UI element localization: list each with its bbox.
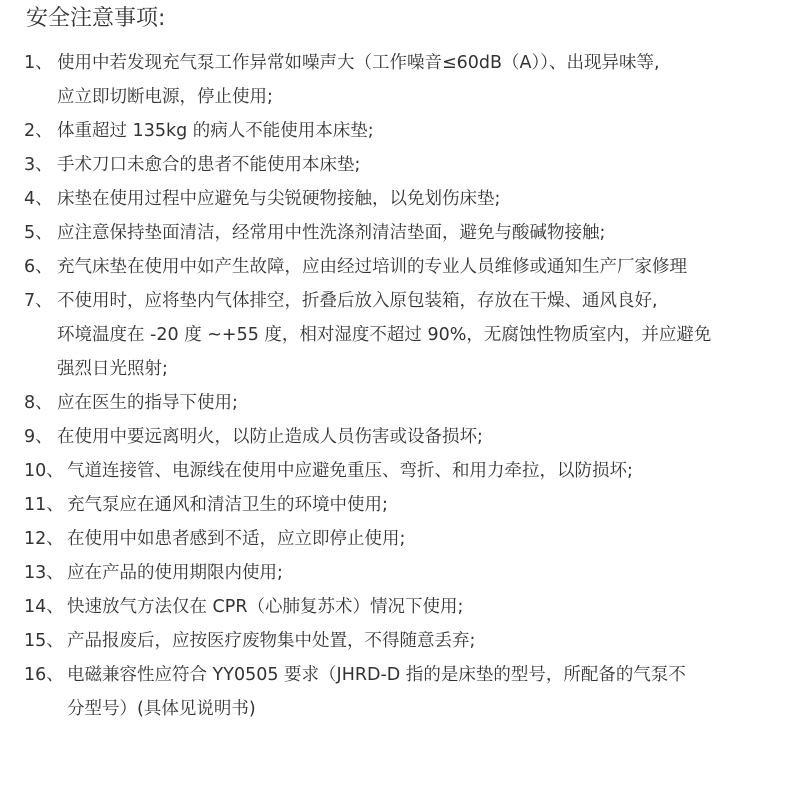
- list-item-text: [67, 522, 784, 556]
- list-item-number: 1、: [24, 53, 53, 73]
- list-item-line: 分型号）(具体见说明书): [67, 699, 256, 719]
- list-item-number: 9、: [24, 427, 53, 447]
- list-item-text: [67, 556, 784, 590]
- list-item-text: [57, 182, 784, 216]
- list-item: [24, 284, 784, 386]
- list-item-number: 14、: [24, 597, 64, 617]
- list-item-text: [67, 488, 784, 522]
- safety-notice-list: [24, 46, 784, 726]
- list-item: [24, 488, 784, 522]
- list-item-number: 13、: [24, 563, 64, 583]
- list-item-line: 在使用中要远离明火，以防止造成人员伤害或设备损坏;: [57, 427, 483, 447]
- list-item-text: [67, 624, 784, 658]
- list-item-line: 电磁兼容性应符合 YY0505 要求（JHRD-D 指的是床垫的型号，所配备的气泵不: [67, 665, 686, 685]
- list-item: [24, 522, 784, 556]
- list-item-text: [57, 250, 784, 284]
- list-item-text: [67, 454, 784, 488]
- list-item: [24, 658, 784, 726]
- list-item: [24, 114, 784, 148]
- list-item: [24, 182, 784, 216]
- list-item-line: 快速放气方法仅在 CPR（心肺复苏术）情况下使用;: [67, 597, 464, 617]
- list-item-line: 充气泵应在通风和清洁卫生的环境中使用;: [67, 495, 388, 515]
- list-item: [24, 250, 784, 284]
- list-item: [24, 420, 784, 454]
- list-item-line: 应在医生的指导下使用;: [57, 393, 238, 413]
- list-item-number: 16、: [24, 665, 64, 685]
- list-item: [24, 216, 784, 250]
- list-item-line: 不使用时，应将垫内气体排空，折叠后放入原包装箱，存放在干燥、通风良好,: [57, 291, 658, 311]
- list-item: [24, 148, 784, 182]
- list-item-number: 15、: [24, 631, 64, 651]
- list-item-line: 充气床垫在使用中如产生故障，应由经过培训的专业人员维修或通知生产厂家修理: [57, 257, 687, 277]
- list-item-number: 12、: [24, 529, 64, 549]
- list-item-number: 2、: [24, 121, 53, 141]
- list-item-text: [67, 590, 784, 624]
- list-item-line: 床垫在使用过程中应避免与尖锐硬物接触，以免划伤床垫;: [57, 189, 501, 209]
- list-item-line: 应立即切断电源，停止使用;: [57, 87, 273, 107]
- list-item-number: 4、: [24, 189, 53, 209]
- list-item: [24, 590, 784, 624]
- list-item-number: 3、: [24, 155, 53, 175]
- list-item-number: 7、: [24, 291, 53, 311]
- list-item-text: [57, 386, 784, 420]
- list-item-text: [57, 114, 784, 148]
- list-item-line: 在使用中如患者感到不适，应立即停止使用;: [67, 529, 406, 549]
- list-item-line: 体重超过 135kg 的病人不能使用本床垫;: [57, 121, 374, 141]
- list-item-line: 环境温度在 -20 度 ~+55 度，相对湿度不超过 90%，无腐蚀性物质室内，并应避免: [57, 325, 712, 345]
- list-item: [24, 386, 784, 420]
- list-item-number: 10、: [24, 461, 64, 481]
- list-item-line: 应注意保持垫面清洁，经常用中性洗涤剂清洁垫面，避免与酸碱物接触;: [57, 223, 606, 243]
- list-item: [24, 454, 784, 488]
- list-item-line: 手术刀口未愈合的患者不能使用本床垫;: [57, 155, 361, 175]
- list-item-line: 应在产品的使用期限内使用;: [67, 563, 283, 583]
- page-title: 安全注意事项:: [26, 6, 166, 31]
- list-item-text: [57, 148, 784, 182]
- list-item-line: 使用中若发现充气泵工作异常如噪声大（工作噪音≤60dB（A））、出现异味等,: [57, 53, 660, 73]
- list-item-number: 8、: [24, 393, 53, 413]
- list-item-line: 气道连接管、电源线在使用中应避免重压、弯折、和用力牵拉，以防损坏;: [67, 461, 633, 481]
- list-item-number: 6、: [24, 257, 53, 277]
- list-item-number: 5、: [24, 223, 53, 243]
- list-item-line: 强烈日光照射;: [57, 359, 168, 379]
- list-item: [24, 46, 784, 114]
- list-item-text: [67, 658, 784, 726]
- list-item-text: [57, 284, 784, 386]
- list-item: [24, 556, 784, 590]
- list-item: [24, 624, 784, 658]
- list-item-text: [57, 216, 784, 250]
- list-item-line: 产品报废后，应按医疗废物集中处置，不得随意丢弃;: [67, 631, 476, 651]
- list-item-text: [57, 420, 784, 454]
- list-item-text: [57, 46, 784, 114]
- list-item-number: 11、: [24, 495, 64, 515]
